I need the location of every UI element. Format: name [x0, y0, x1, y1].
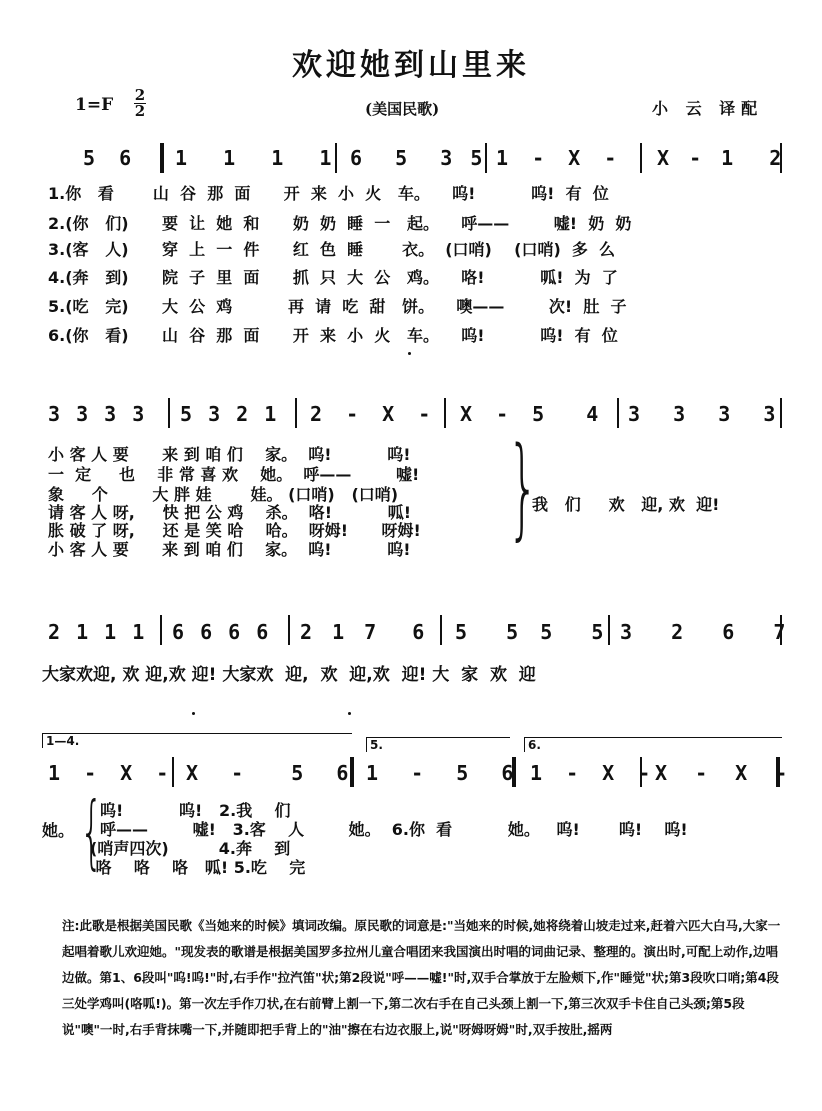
lyric-line: 呼—— 嘘! 3.客 人 她。 6.你 看 她。 呜! 呜! 呜!: [100, 820, 688, 839]
lyric-verse-4: 4.(奔 到) 院 子 里 面 抓 只 大 公 鸡。 咯! 呱! 为 了: [48, 268, 618, 287]
lyric-line: 大家欢迎, 欢 迎,欢 迎! 大家欢 迎, 欢 迎,欢 迎! 大 家 欢 迎: [42, 665, 536, 685]
measure-notes: X - 5 6: [186, 761, 352, 785]
lyric-verse-3: 象 个 大 胖 娃 娃。 (口哨) (口哨): [48, 485, 399, 504]
barline: [617, 398, 619, 428]
time-signature: [134, 88, 146, 119]
barline: [288, 615, 290, 645]
right-brace: }: [507, 423, 539, 551]
time-sig-top: 2: [134, 86, 146, 104]
lyric-verse-5: 胀 破 了 呀, 还 是 笑 哈 哈。 呀姆! 呀姆!: [48, 521, 421, 540]
mark-dot: [192, 712, 195, 715]
measure-notes: 1 - X -: [530, 761, 657, 785]
genre-label: (美国民歌): [365, 100, 440, 118]
lyric-verse-1: 1.你 看 山 谷 那 面 开 来 小 火 车。 呜! 呜! 有 位: [48, 184, 609, 203]
barline: [640, 143, 642, 173]
measure-notes: 1 - 5 6: [366, 761, 517, 785]
measure-notes: 5 5 5 5: [455, 620, 609, 644]
measure-notes: 1 - X -: [48, 761, 175, 785]
measure-notes: X - 5 4: [460, 402, 605, 426]
refrain-lyric: 我 们 欢 迎, 欢 迎!: [532, 495, 720, 514]
lyric-verse-2: 2.(你 们) 要 让 她 和 奶 奶 睡 一 起。 呼—— 嘘! 奶 奶: [48, 214, 632, 233]
lyric-verse-5: 5.(吃 完) 大 公 鸡 再 请 吃 甜 饼。 噢—— 次! 肚 子: [48, 297, 627, 316]
lyric-verse-1: 小 客 人 要 来 到 咱 们 家。 呜! 呜!: [48, 445, 411, 464]
measure-notes: 5 3 2 1: [180, 402, 279, 426]
footnote: 注:此歌是根据美国民歌《当她来的时候》填词改编。原民歌的词意是:"当她来的时候,她将绕着山坡走过来,赶着六匹大白马,大家一起唱着歌儿欢迎她。"现发表的歌谱是根据美国罗多拉州儿童合唱团来我国演出时唱的词曲记录、整理的。演出时,可配上动作,边唱边做。第1、6段叫"呜!呜!"时,右手作"拉汽笛"状;第2段说"呼——嘘!"时,双手合掌放于左脸颊下,作"睡觉"状;第3段吹口哨;第4段三处学鸡叫(咯呱!)。第一次左手作刀状,在右前臂上割一下,第二次右手在自己头颈上割一下,第三次双手卡住自己头颈;第5段说"噢"一时,右手背抹嘴一下,并随即把手背上的"油"擦在右边衣服上,说"呀姆呀姆"时,双手按肚,摇两: [62, 918, 781, 1037]
barline: [780, 398, 782, 428]
song-title: 欢迎她到山里来: [292, 48, 530, 83]
measure-notes: 2 - X -: [310, 402, 437, 426]
lyric-start: 她。: [42, 821, 75, 840]
volta-6: 6.: [524, 737, 782, 752]
barline: [168, 398, 170, 428]
volta-1-4: 1—4.: [42, 733, 352, 748]
measure-notes: 1 - X -: [496, 146, 623, 170]
barline: [295, 398, 297, 428]
volta-5: 5.: [366, 737, 510, 752]
measure-notes: 3 3 3 3: [628, 402, 779, 426]
mark-dot: [348, 712, 351, 715]
lyric-verse-6: 小 客 人 要 来 到 咱 们 家。 呜! 呜!: [48, 540, 411, 559]
measure-notes: X - X -: [655, 761, 796, 785]
repeat-start-bar: [160, 143, 164, 173]
measure-notes: X - 1 2: [657, 146, 786, 170]
lyric-line: (哨声四次) 4.奔 到: [90, 839, 291, 858]
measure-notes: 6 6 6 6: [172, 620, 271, 644]
lyric-verse-4: 请 客 人 呀, 快 把 公 鸡 杀。 咯! 呱!: [48, 503, 412, 522]
measure-notes: 5 6: [83, 146, 132, 170]
barline: [160, 615, 162, 645]
mark-dot: [408, 352, 411, 355]
measure-notes: 6 5 3 5: [350, 146, 486, 170]
measure-notes: 2 1 7 6: [300, 620, 429, 644]
measure-notes: 2 1 1 1: [48, 620, 147, 644]
measure-notes: 1 1 1 1: [175, 146, 336, 170]
lyric-line: 呜! 呜! 2.我 们: [100, 801, 291, 820]
left-brace: {: [79, 785, 103, 878]
lyric-verse-6: 6.(你 看) 山 谷 那 面 开 来 小 火 车。 呜! 呜! 有 位: [48, 326, 618, 345]
lyric-verse-3: 3.(客 人) 穿 上 一 件 红 色 睡 衣。 (口哨) (口哨) 多 么: [48, 240, 616, 259]
barline: [440, 615, 442, 645]
time-sig-bottom: 2: [134, 102, 146, 120]
key-signature: 1=F: [75, 95, 114, 115]
measure-notes: 3 3 3 3: [48, 402, 147, 426]
arranger-label: 小 云 译配: [652, 99, 764, 118]
lyric-line: 咯 咯 咯 呱! 5.吃 完: [90, 858, 306, 877]
barline: [444, 398, 446, 428]
lyric-verse-2: 一 定 也 非 常 喜 欢 她。 呼—— 嘘!: [48, 465, 420, 484]
measure-notes: 3 2 6 7: [620, 620, 791, 644]
